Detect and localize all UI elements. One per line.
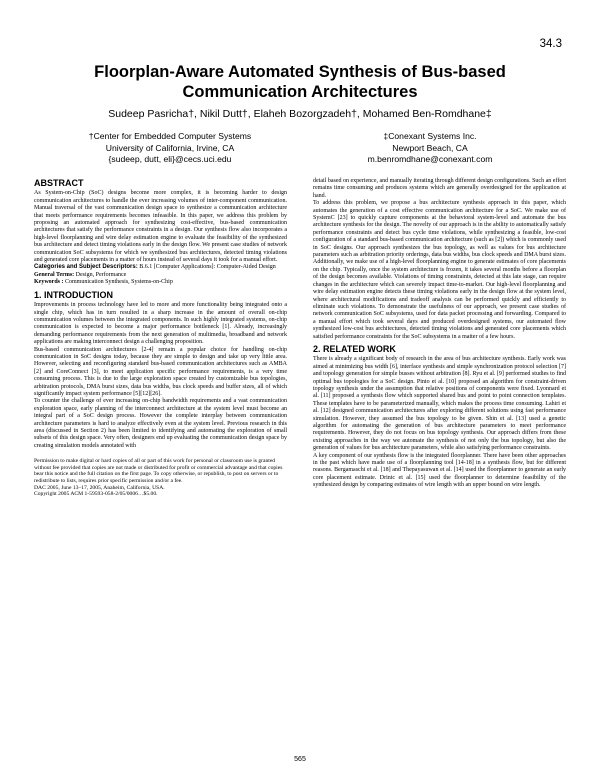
copyright-notice <box>34 458 287 498</box>
keywords-block <box>34 279 287 286</box>
general-terms-heading: General Terms: <box>34 271 75 278</box>
affiliation-left <box>50 131 290 166</box>
affiliation-left-org: †Center for Embedded Computer Systems <box>88 131 252 141</box>
copyright-statement: Copyright 2005 ACM 1-59593-058-2/05/0006…$5.00. <box>34 491 158 498</box>
related-work-paragraph-1: There is already a significant body of research in the area of bus architecture synthesis. Early work was aimed at minimizing bus width [6], interface synthesis and simple synchronization protocol selection [7] and topology generation for simple busses without arbitration [8]. Ryu et al. [9] performed studies to find optimal bus topologies for a SoC design. Pinto et al. [10] proposed an algorithm for constraint-driven topology synthesis under the assumption that relative positions of components were fixed. Lyonnard et al. [11] proposed a synthesis flow which supported shared bus and point to point connection templates. These templates have to be parameterized manually, which makes the process time consuming. Lahiri et al. [12] designed communication architectures after exploring different solutions using fast performance simulation. However, they assumed the bus topology to be given. Shin et al. [13] used a genetic algorithm for automating the generation of bus architecture parameters to meet performance requirements. However, they do not focus on bus topology synthesis. Our approach differs from these existing approaches in the way we automate the synthesis of not only the bus topology, but also the generation of values for bus architecture parameters, while also satisfying performance constraints. <box>313 356 566 452</box>
author-list: Sudeep Pasricha†, Nikil Dutt†, Elaheh Bozorgzadeh†, Mohamed Ben-Romdhane‡ <box>108 108 492 120</box>
right-column <box>313 178 566 490</box>
intro-continued-paragraph-1: detail based on experience, and manually iterating through different design configurations. Such an effort remains time consuming and produces systems which are generally overdesigned for the application at hand. <box>313 178 566 199</box>
categories-block <box>34 264 287 271</box>
categories-text: B.6.1 [Computer Applications]: Computer-Aided Design <box>139 264 276 271</box>
general-terms-block <box>34 272 287 279</box>
copyright-conference: DAC 2005, June 13–17, 2005, Anaheim, California, USA. <box>34 484 165 491</box>
categories-heading: Categories and Subject Descriptors: <box>34 264 138 271</box>
abstract-text: As System-on-Chip (SoC) designs become more complex, it is becoming harder to design communication architectures to handle the ever increasing volumes of inter-component communication. Manual traversal of the vast communication design space to synthesize a communication architecture that meets performance requirements becomes infeasible. In this paper, we address this problem by proposing an automated approach for synthesizing cost-effective, bus-based communication architectures that satisfy the performance constraints in a design. Our synthesis flow also incorporates a high-level floorplanning and wire delay estimation engine to evaluate the feasibility of the synthesized bus architecture and detect timing violations early in the design flow. We present case studies of network communication SoC subsystems for which we synthesized bus architectures, detected timing violations and generated core placements in a matter of hours instead of several days it took for a manual effort. <box>34 190 287 264</box>
left-column <box>34 178 287 498</box>
affiliation-left-location: University of California, Irvine, CA <box>105 142 235 153</box>
copyright-permission: Permission to make digital or hard copies of all or part of this work for personal or classroom use is granted without fee provided that copies are not made or distributed for profit or commercial advantage and that copies bear this notice and the full citation on the first page. To copy otherwise, or republish, to post on servers or to redistribute to lists, requires prior specific permission and/or a fee. <box>34 458 283 484</box>
paper-title: Floorplan-Aware Automated Synthesis of Bus-based Communication Architectures <box>94 63 506 101</box>
introduction-paragraph-1: Improvements in process technology have led to more and more functionality being integrated onto a single chip, which has in turn resulted in a sharp increase in the amount of overall on-chip communication volumes between the integrated components. In such highly integrated systems, on-chip communication is expected to become a major performance bottleneck [1]. Already, increasingly demanding performance requirements from the next generation of multimedia, broadband and network applications are making interconnect design a challenging proposition. <box>34 302 287 346</box>
affiliation-right <box>310 131 550 166</box>
keywords-heading: Keywords : <box>34 279 64 286</box>
general-terms-text: Design, Performance <box>75 271 127 278</box>
affiliation-right-org: ‡Conexant Systems Inc. <box>383 131 477 141</box>
keywords-text: Communication Synthesis, Systems-on-Chip <box>65 279 173 286</box>
session-number: 34.3 <box>539 38 562 50</box>
affiliation-left-email: {sudeep, dutt, eli}@cecs.uci.edu <box>108 154 232 164</box>
page-number: 565 <box>294 756 306 763</box>
intro-continued-paragraph-2: To address this problem, we propose a bus architecture synthesis approach in this paper, which automates the generation of a cost effective communication architecture for a SoC. We make use of SystemC [23] to quickly capture components at the behavioral system-level and automate the bus architecture synthesis for the design. The novelty of our approach is in the ability to automatically satisfy performance constraints and detect bus cycle time violations, while synthesizing a feasible, low-cost configuration of a standard bus-based communication architecture (such as [2]) which is commonly used in SoC designs. Our approach synthesizes the bus topology, as well as values for bus architecture parameters such as arbitration priority orderings, data bus widths, bus clock speeds and DMA burst sizes. Additionally, we make use of a high-level floorplanning engine to generate estimates of core placements on the chip. Typically, once the system architecture is frozen, it takes several months before a floorplan of the design becomes available. Violations of timing constraints, detected at this late stage, can require changes in the architecture which can severely impact time-to-market. Our high-level floorplanning and wire delay estimation engine detects these timing violations early in the design flow at the system level, where architectural modifications and tradeoff analysis can be performed quickly and efficiently to eliminate such violations. To demonstrate the usefulness of our approach, we present case studies of network communication SoC subsystems, used for data packet processing and forwarding. Compared to a manual effort which took several days and produced overdesigned systems, our automated flow synthesized low-cost bus architectures, detected timing violations and generated core placements which satisfied performance constraints for the SoC subsystems in a matter of a few hours. <box>313 200 566 340</box>
introduction-heading: 1. INTRODUCTION <box>34 289 114 300</box>
introduction-paragraph-2: Bus-based communication architectures [2-4] remain a popular choice for handling on-chip communication in SoC designs today, because they are simple to design and take up very little area. However, selecting and reconfiguring standard bus-based communication architectures such as AMBA [2] and CoreConnect [3], to meet application specific performance requirements, is a very time consuming process. This is due to the large exploration space created by customizable bus topologies, arbitration protocols, DMA burst sizes, data bus widths, bus clock speeds and buffer sizes, all of which significantly impact system performance [5][12][26]. <box>34 346 287 397</box>
related-work-paragraph-2: A key component of our synthesis flow is the integrated floorplanner. There have been other approaches in the past which have made use of a floorplanning tool [14-18] in a synthesis flow, but for different reasons. Bergamaschi et al. [18] and Thepayasuwan et al. [14] used the floorplanner to generate an early core placement estimate. Drinic et al. [15] used the floorplanner to determine feasibility of the synthesized design by comparing estimates of wire length with an upper bound on wire length. <box>313 452 566 489</box>
affiliation-right-email: m.benromdhane@conexant.com <box>367 154 493 164</box>
affiliation-right-location: Newport Beach, CA <box>392 142 468 153</box>
related-work-heading: 2. RELATED WORK <box>313 343 396 354</box>
introduction-paragraph-3: To counter the challenge of ever increasing on-chip bandwidth requirements and a vast communication exploration space, early planning of the interconnect architecture at the system level must become an integral part of a SoC design process. However the complete interplay between communication architecture parameters is hard to analyze effectively even at the system level. Previous research in this area (discussed in Section 2) has been limited to identifying and automating the exploration of small subsets of this design space. Very often, designers end up evaluating the communication design space by creating simulation models annotated with <box>34 398 287 449</box>
abstract-heading: ABSTRACT <box>34 178 84 188</box>
